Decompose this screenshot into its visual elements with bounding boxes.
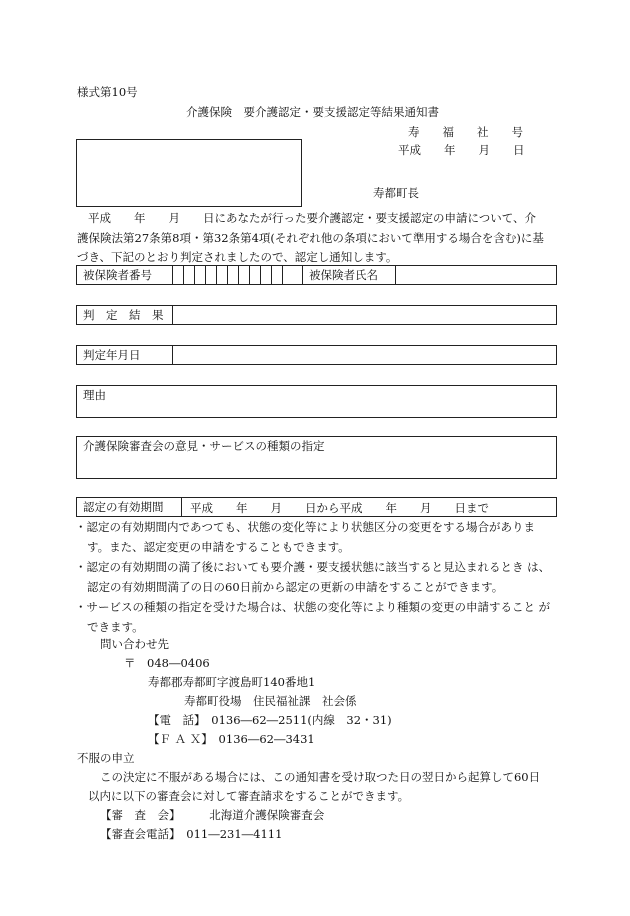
appeal-board: 【審 査 会】 北海道介護保険審査会 xyxy=(100,808,325,822)
intro-line-3: づき、下記のとおり判定されましたので、認定し通知します。 xyxy=(77,250,398,264)
intro-line-1: 平成 年 月 日にあなたが行った要介護認定・要支援認定の申請について、介 xyxy=(88,211,537,225)
insured-row xyxy=(76,265,557,285)
validity-label: 認定の有効期間 xyxy=(77,498,182,516)
result-label: 判 定 結 果 xyxy=(77,306,173,324)
digit-cell[interactable] xyxy=(272,266,283,284)
digit-cell[interactable] xyxy=(228,266,239,284)
document-number: 寿 福 社 号 xyxy=(408,125,523,139)
note-1: ・認定の有効期間内であつても、状態の変化等により状態区分の変更をする場合がありま す。また、認定変更の申請をすることもできます。 xyxy=(75,520,535,554)
opinion-box xyxy=(76,436,557,479)
contact-phone: 【電 話】 0136―62―2511(内線 32・31) xyxy=(148,713,392,727)
note-2: ・認定の有効期間の満了後においても要介護・要支援状態に該当すると見込まれるとき は、認定の有効期間満了の日の60日前から認定の更新の申請をすることができます。 xyxy=(75,560,551,594)
judgment-date-label: 判定年月日 xyxy=(77,346,173,364)
appeal-line-1: この決定に不服がある場合には、この通知書を受け取つた日の翌日から起算して60日 xyxy=(100,770,541,784)
digit-cell[interactable] xyxy=(206,266,217,284)
digit-cell[interactable] xyxy=(217,266,228,284)
intro-line-2: 護保険法第27条第8項・第32条第4項(それぞれ他の条項において準用する場合を含む)に基 xyxy=(77,231,544,245)
note-3: ・サービスの種類の指定を受けた場合は、状態の変化等により種類の変更の申請すること ができます。 xyxy=(75,600,551,634)
address-box xyxy=(76,139,302,207)
appeal-board-phone: 【審査会電話】 011―231―4111 xyxy=(100,827,283,841)
appeal-heading: 不服の申立 xyxy=(77,751,135,765)
appeal-line-2: 以内に以下の審査会に対して審査請求をすることができます。 xyxy=(88,789,410,803)
opinion-label: 介護保険審査会の意見・サービスの種類の指定 xyxy=(83,439,325,453)
contact-office: 寿都町役場 住民福祉課 社会係 xyxy=(184,694,357,708)
reason-box xyxy=(76,385,557,418)
digit-cell[interactable] xyxy=(250,266,261,284)
contact-address: 寿都郡寿都町字渡島町140番地1 xyxy=(148,675,316,689)
contact-postal: 〒 048―0406 xyxy=(124,656,210,670)
issue-date: 平成 年 月 日 xyxy=(398,143,525,157)
insured-name-label: 被保険者氏名 xyxy=(303,266,396,284)
digit-cell[interactable] xyxy=(184,266,195,284)
issuer-name: 寿都町長 xyxy=(373,186,419,200)
document-title: 介護保険 要介護認定・要支援認定等結果通知書 xyxy=(186,105,439,119)
digit-cell[interactable] xyxy=(195,266,206,284)
reason-label: 理由 xyxy=(83,388,106,402)
judgment-date-row xyxy=(76,345,557,365)
validity-row xyxy=(76,497,557,517)
digit-cell[interactable] xyxy=(173,266,184,284)
digit-cell[interactable] xyxy=(283,266,303,284)
form-number: 様式第10号 xyxy=(77,85,138,99)
result-row xyxy=(76,305,557,325)
contact-fax: 【Ｆ Ａ Ｘ】 0136―62―3431 xyxy=(148,732,315,746)
digit-cell[interactable] xyxy=(261,266,272,284)
digit-cell[interactable] xyxy=(239,266,250,284)
insured-number-label: 被保険者番号 xyxy=(77,266,173,284)
contact-heading: 問い合わせ先 xyxy=(100,637,169,651)
validity-value: 平成 年 月 日から平成 年 月 日まで xyxy=(190,501,489,515)
